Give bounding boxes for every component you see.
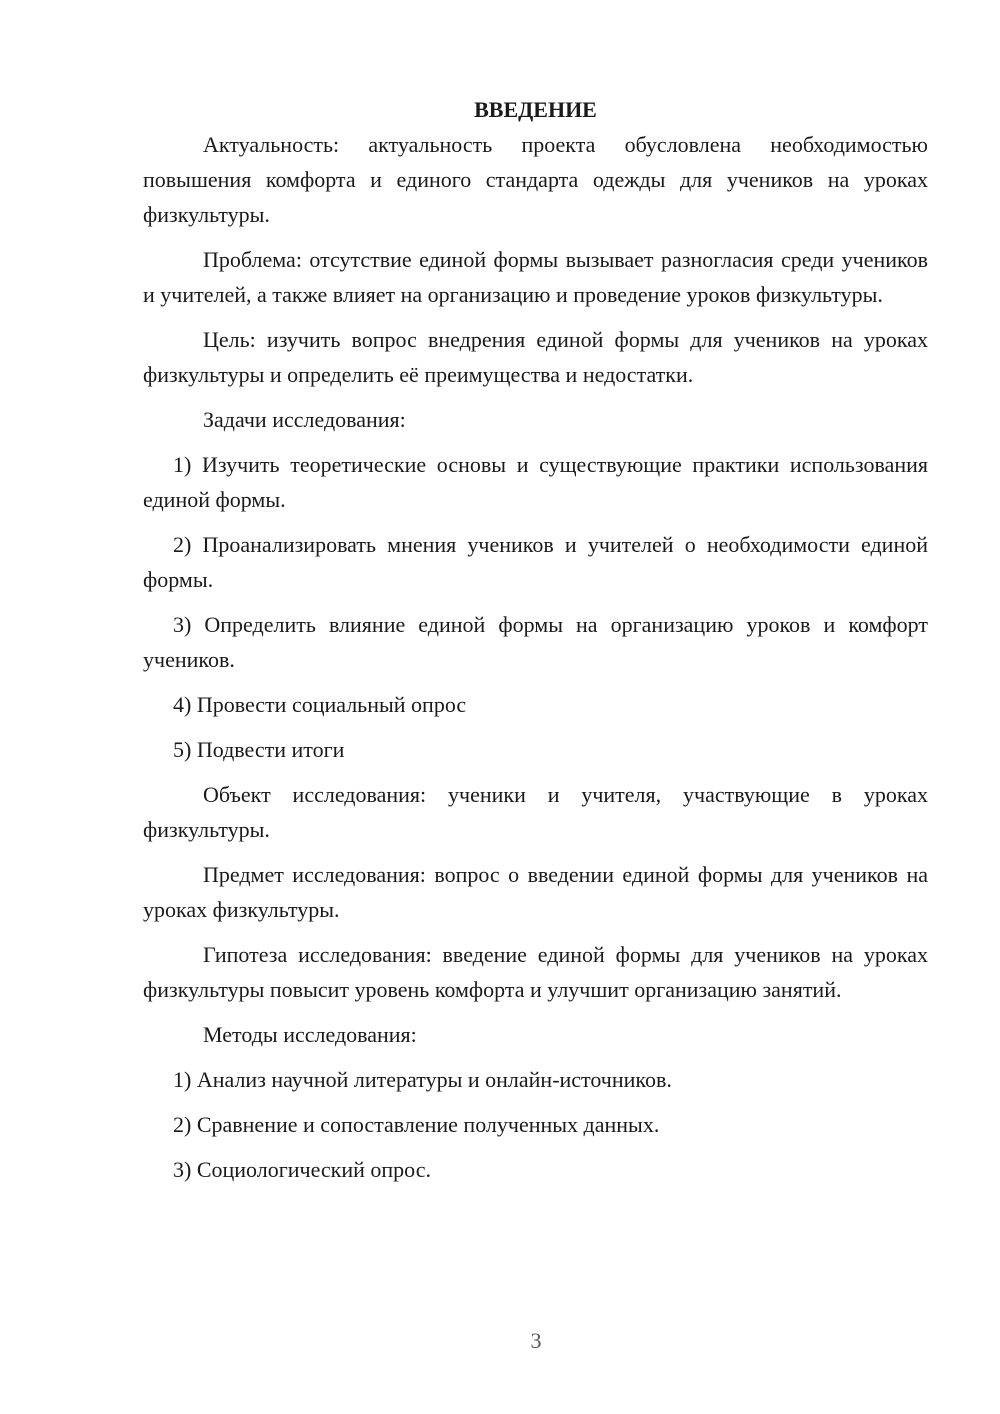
task-item: 3) Определить влияние единой формы на организацию уроков и комфорт учеников.	[143, 612, 928, 672]
problem-paragraph: Проблема: отсутствие единой формы вызывает разногласия среди учеников и учителей, а также влияет на организацию и проведение уроков физкультуры.	[143, 247, 928, 307]
relevance-paragraph: Актуальность: актуальность проекта обусловлена необходимостью повышения комфорта и единого стандарта одежды для учеников на уроках физкультуры.	[143, 132, 928, 227]
goal-paragraph: Цель: изучить вопрос внедрения единой формы для учеников на уроках физкультуры и определить её преимущества и недостатки.	[143, 327, 928, 387]
object-paragraph: Объект исследования: ученики и учителя, участвующие в уроках физкультуры.	[143, 782, 928, 842]
page-content	[143, 92, 928, 1197]
method-item: 1) Анализ научной литературы и онлайн-источников.	[173, 1067, 672, 1092]
method-item: 2) Сравнение и сопоставление полученных данных.	[173, 1112, 660, 1137]
tasks-heading: Задачи исследования:	[203, 407, 406, 432]
task-item: 4) Провести социальный опрос	[173, 692, 467, 717]
task-item: 5) Подвести итоги	[173, 737, 345, 762]
page-number: 3	[530, 1328, 542, 1353]
task-item: 1) Изучить теоретические основы и существующие практики использования единой формы.	[143, 452, 928, 512]
task-item: 2) Проанализировать мнения учеников и учителей о необходимости единой формы.	[143, 532, 928, 592]
page-title: ВВЕДЕНИЕ	[474, 97, 597, 122]
hypothesis-paragraph: Гипотеза исследования: введение единой формы для учеников на уроках физкультуры повысит уровень комфорта и улучшит организацию занятий.	[143, 942, 928, 1002]
method-item: 3) Социологический опрос.	[173, 1157, 431, 1182]
subject-paragraph: Предмет исследования: вопрос о введении единой формы для учеников на уроках физкультуры.	[143, 862, 928, 922]
methods-heading: Методы исследования:	[203, 1022, 417, 1047]
